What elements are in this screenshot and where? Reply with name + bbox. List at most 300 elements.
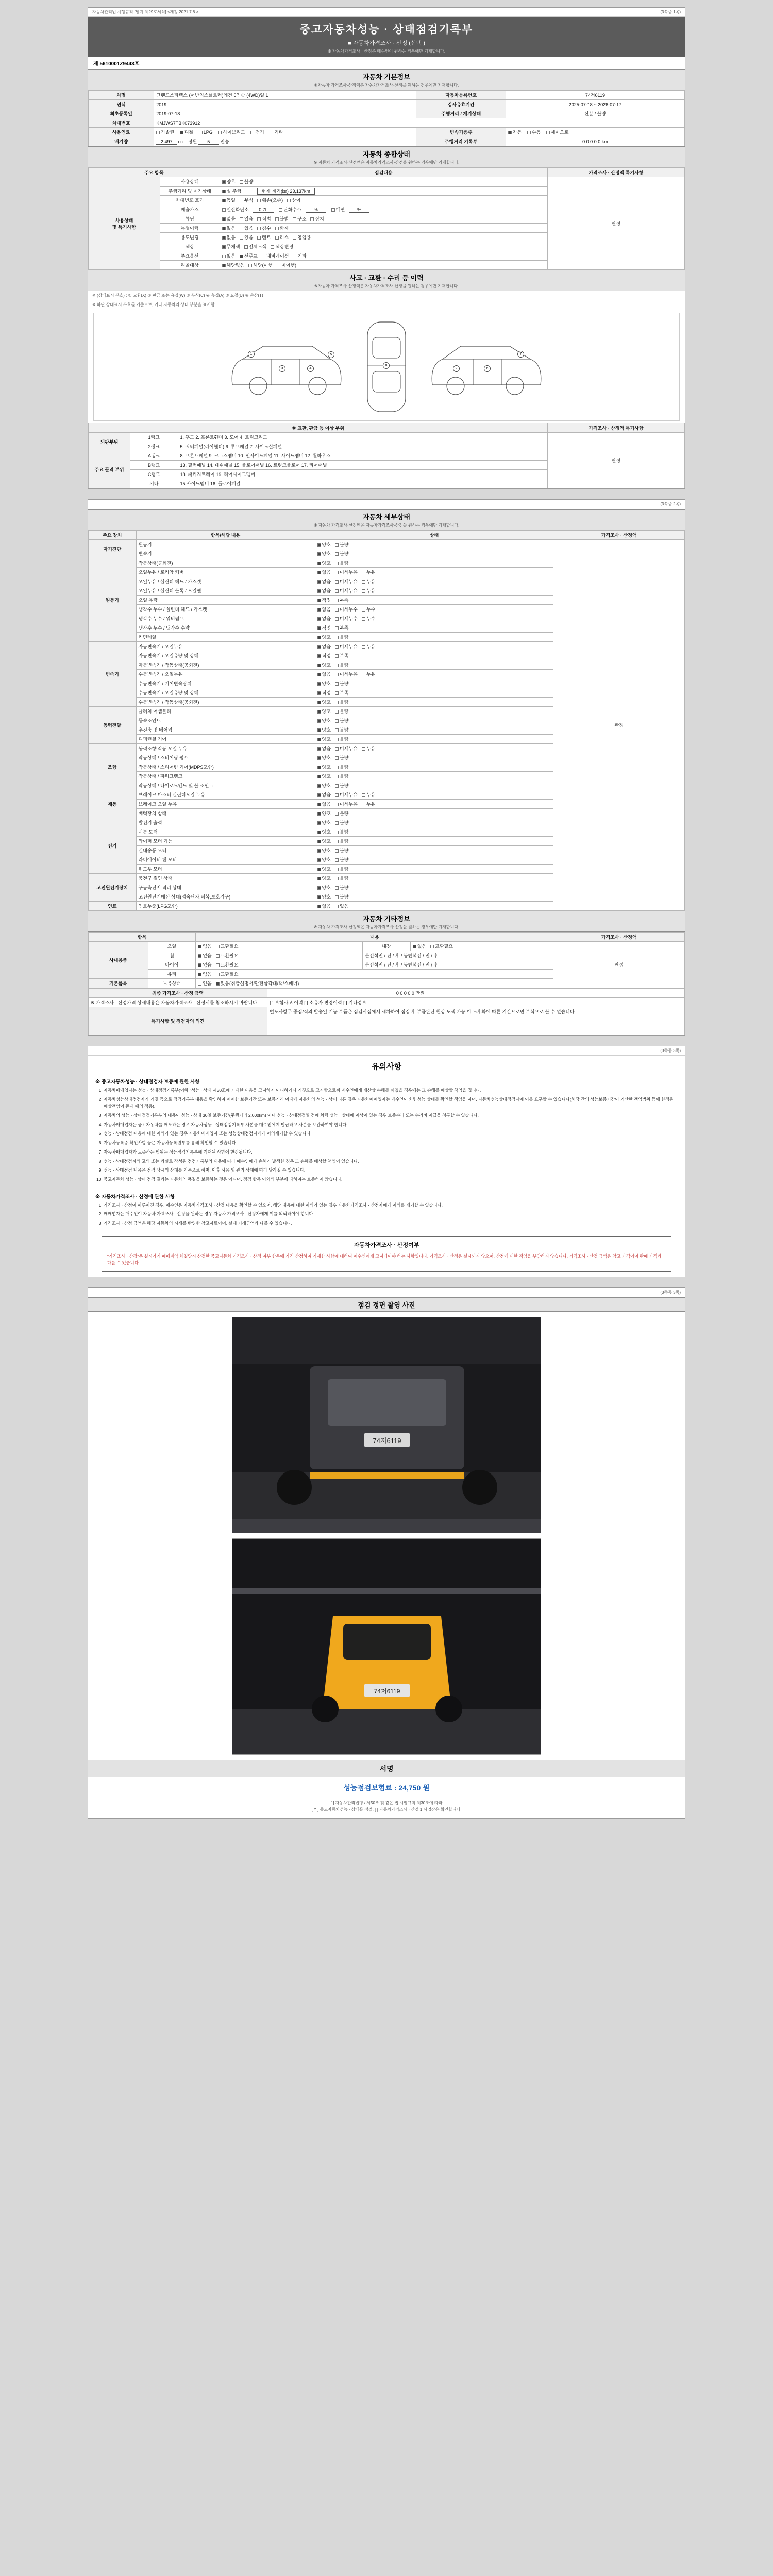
detail-option-1-3-0[interactable]: 없음 <box>317 587 331 594</box>
detail-option-4-1-1[interactable]: 불량 <box>335 754 348 761</box>
detail-option-4-4-1[interactable]: 불량 <box>335 782 348 789</box>
detail-options-2-5[interactable] <box>315 688 553 698</box>
detail-option-0-0-1[interactable]: 불량 <box>335 541 348 548</box>
detail-options-1-3[interactable] <box>315 586 553 596</box>
overall-c-7[interactable]: 무채색 전체도색 색상변경 <box>220 242 547 251</box>
trans-option-auto[interactable]: 자동 <box>508 129 522 135</box>
checkbox-icon[interactable] <box>317 858 321 862</box>
detail-options-1-5[interactable] <box>315 605 553 614</box>
fuel-option-lpg[interactable]: LPG <box>199 130 213 135</box>
detail-options-2-3[interactable] <box>315 670 553 679</box>
checkbox-icon[interactable] <box>335 664 339 667</box>
detail-options-6-5[interactable] <box>315 865 553 874</box>
checkbox-icon[interactable] <box>335 738 339 741</box>
detail-options-0-0[interactable] <box>315 540 553 549</box>
detail-options-5-0[interactable] <box>315 790 553 800</box>
checkbox-icon[interactable] <box>335 831 339 834</box>
detail-options-3-2[interactable] <box>315 725 553 735</box>
detail-option-1-7-1[interactable]: 부족 <box>335 624 348 631</box>
checkbox-icon[interactable] <box>335 840 339 843</box>
table-row <box>89 942 685 951</box>
notice-sub-2: ※ 자동차가격조사 · 산정에 관한 사항 <box>95 1194 175 1200</box>
basic-value-1: 2019 <box>154 100 416 109</box>
checkbox-icon[interactable] <box>335 756 339 760</box>
detail-options-6-2[interactable] <box>315 837 553 846</box>
checkbox-icon[interactable] <box>317 617 321 621</box>
checkbox-icon[interactable] <box>335 858 339 862</box>
detail-option-6-3-1[interactable]: 불량 <box>335 847 348 854</box>
overall-c-1[interactable]: 실 주행 현재 계기(㎞) 23,137km <box>220 187 547 196</box>
frame-rank-4: C랭크 <box>130 470 178 479</box>
detail-option-4-0-0[interactable]: 없음 <box>317 745 331 752</box>
detail-options-3-3[interactable] <box>315 735 553 744</box>
detail-options-2-6[interactable] <box>315 698 553 707</box>
detail-option-2-3-2[interactable]: 누유 <box>362 671 375 677</box>
overall-c-2[interactable]: 동일 부식 훼손(오손) 상이 <box>220 196 547 205</box>
detail-option-6-2-0[interactable]: 양호 <box>317 838 331 844</box>
detail-options-1-8[interactable] <box>315 633 553 642</box>
detail-option-1-8-1[interactable]: 불량 <box>335 634 348 640</box>
detail-option-1-1-0[interactable]: 없음 <box>317 569 331 575</box>
frame-items-1: 5. 쿼터패널(리어휀더) 6. 루프패널 7. 사이드실패널 <box>178 442 547 451</box>
checkbox-icon[interactable] <box>317 877 321 880</box>
checkbox-icon[interactable] <box>317 849 321 853</box>
detail-option-2-5-1[interactable]: 부족 <box>335 689 348 696</box>
detail-options-6-1[interactable] <box>315 827 553 837</box>
detail-options-4-2[interactable] <box>315 762 553 772</box>
mileage-record-value: 0 0 0 0 0 km <box>506 137 684 146</box>
inspection-photo-1[interactable] <box>232 1317 541 1533</box>
detail-options-1-2[interactable] <box>315 577 553 586</box>
detail-option-2-3-1[interactable]: 미세누유 <box>335 671 358 677</box>
detail-option-3-1-0[interactable]: 양호 <box>317 717 331 724</box>
detail-option-7-2-0[interactable]: 양호 <box>317 893 331 900</box>
checkbox-icon[interactable] <box>335 728 339 732</box>
detail-options-4-0[interactable] <box>315 744 553 753</box>
checkbox-icon[interactable] <box>335 868 339 871</box>
detail-option-4-2-0[interactable]: 양호 <box>317 764 331 770</box>
detail-options-2-1[interactable] <box>315 651 553 660</box>
detail-option-2-1-1[interactable]: 부족 <box>335 652 348 659</box>
detail-option-1-2-2[interactable]: 누유 <box>362 578 375 585</box>
detail-option-6-0-1[interactable]: 불량 <box>335 819 348 826</box>
car-view-left <box>222 328 351 405</box>
detail-option-6-1-0[interactable]: 양호 <box>317 828 331 835</box>
checkbox-icon[interactable] <box>335 905 339 908</box>
detail-group-7: 고전원전기장치 <box>89 874 137 902</box>
detail-option-2-0-2[interactable]: 누유 <box>362 643 375 650</box>
detail-options-1-6[interactable] <box>315 614 553 623</box>
detail-options-8-0[interactable] <box>315 902 553 911</box>
checkbox-icon[interactable] <box>317 812 321 816</box>
car-left-svg <box>222 328 351 405</box>
detail-options-1-0[interactable] <box>315 558 553 568</box>
checkbox-icon[interactable] <box>335 812 339 816</box>
detail-item-4-2: 작동상태 / 스티어링 기어(MDPS포함) <box>136 762 315 772</box>
detail-options-1-1[interactable] <box>315 568 553 577</box>
detail-option-4-0-1[interactable]: 미세누유 <box>335 745 358 752</box>
detail-option-6-5-0[interactable]: 양호 <box>317 866 331 872</box>
checkbox-icon[interactable] <box>335 784 339 788</box>
checkbox-icon[interactable] <box>317 886 321 890</box>
detail-option-1-6-2[interactable]: 누수 <box>362 615 375 622</box>
checkbox-icon[interactable] <box>335 617 339 621</box>
other-value-2[interactable]: 없음 교환필요 <box>196 960 363 970</box>
frame-group-2: 주요 골격 부위 <box>89 451 130 488</box>
checkbox-icon[interactable] <box>335 803 339 806</box>
detail-item-2-5: 수동변속기 / 오일유량 및 상태 <box>136 688 315 698</box>
overall-c-4[interactable]: 없음 있음 적법 불법 구조 장치 <box>220 214 547 224</box>
detail-option-4-4-0[interactable]: 양호 <box>317 782 331 789</box>
checkbox-icon[interactable] <box>317 580 321 584</box>
checkbox-icon[interactable] <box>317 803 321 806</box>
detail-options-7-0[interactable] <box>315 874 553 883</box>
detail-item-4-3: 작동상태 / 파워크랭크 <box>136 772 315 781</box>
checkbox-icon[interactable] <box>317 868 321 871</box>
detail-option-5-0-2[interactable]: 누유 <box>362 791 375 798</box>
checkbox-icon[interactable] <box>317 840 321 843</box>
detail-item-6-3: 실내송풍 모터 <box>136 846 315 855</box>
checkbox-icon[interactable] <box>317 673 321 676</box>
detail-options-6-4[interactable] <box>315 855 553 865</box>
other-value-3[interactable]: 없음 교환필요 <box>196 970 553 979</box>
detail-option-3-0-1[interactable]: 불량 <box>335 708 348 715</box>
checkbox-icon[interactable] <box>335 599 339 602</box>
overall-header-3: 가격조사 · 산정액 특기사항 <box>547 168 684 177</box>
detail-options-4-3[interactable] <box>315 772 553 781</box>
detail-option-2-5-0[interactable]: 적정 <box>317 689 331 696</box>
detail-option-4-2-1[interactable]: 불량 <box>335 764 348 770</box>
checkbox-icon[interactable] <box>335 608 339 612</box>
section-overall-title: 자동차 종합상태 <box>363 150 410 158</box>
sheet3-spacer <box>92 1048 93 1053</box>
detail-option-2-1-0[interactable]: 적정 <box>317 652 331 659</box>
detail-options-3-1[interactable] <box>315 716 553 725</box>
basic-label2-2: 주행거리 / 계기상태 <box>416 109 506 118</box>
checkbox-icon[interactable] <box>335 682 339 686</box>
checkbox-icon[interactable] <box>335 710 339 714</box>
detail-option-6-1-1[interactable]: 불량 <box>335 828 348 835</box>
detail-option-1-3-1[interactable]: 미세누유 <box>335 587 358 594</box>
detail-option-4-3-1[interactable]: 불량 <box>335 773 348 779</box>
checkbox-icon[interactable] <box>335 793 339 797</box>
detail-option-6-5-1[interactable]: 불량 <box>335 866 348 872</box>
checkbox-icon[interactable] <box>317 636 321 639</box>
checkbox-icon[interactable] <box>317 905 321 908</box>
basic-value2-0: 74저6119 <box>506 91 684 100</box>
detail-option-5-2-1[interactable]: 불량 <box>335 810 348 817</box>
checkbox-icon[interactable] <box>317 664 321 667</box>
checkbox-icon[interactable] <box>317 552 321 556</box>
detail-option-2-6-0[interactable]: 양호 <box>317 699 331 705</box>
checkbox-icon[interactable] <box>362 645 365 649</box>
checkbox-icon[interactable] <box>362 793 365 797</box>
sheet2-spacer <box>92 502 93 506</box>
detail-option-6-0-0[interactable]: 양호 <box>317 819 331 826</box>
checkbox-icon[interactable] <box>335 673 339 676</box>
frame-head-right: 가격조사 · 산정액 특기사항 <box>547 423 684 433</box>
detail-options-2-4[interactable] <box>315 679 553 688</box>
detail-option-0-1-1[interactable]: 불량 <box>335 550 348 557</box>
overall-c-9[interactable]: 해당없음 해당(이행 미이행) <box>220 261 547 270</box>
checkbox-icon[interactable] <box>335 571 339 574</box>
detail-option-5-1-0[interactable]: 없음 <box>317 801 331 807</box>
detail-header-2: 상태 <box>315 531 553 540</box>
checkbox-icon[interactable] <box>317 682 321 686</box>
detail-option-1-6-1[interactable]: 미세누수 <box>335 615 358 622</box>
detail-option-1-0-0[interactable]: 양호 <box>317 560 331 566</box>
detail-option-4-3-0[interactable]: 양호 <box>317 773 331 779</box>
svg-text:74저6119: 74저6119 <box>373 1436 401 1445</box>
detail-option-1-0-1[interactable]: 불량 <box>335 560 348 566</box>
detail-options-4-1[interactable] <box>315 753 553 762</box>
detail-option-7-2-1[interactable]: 불량 <box>335 893 348 900</box>
checkbox-icon[interactable] <box>317 571 321 574</box>
detail-option-0-1-0[interactable]: 양호 <box>317 550 331 557</box>
checkbox-icon[interactable] <box>335 691 339 695</box>
section-detail-note: ※ 자동차 가격조사·산정액은 자동차가격조사·산정을 원하는 경우에만 기재합니다. <box>313 523 460 528</box>
checkbox-icon[interactable] <box>317 756 321 760</box>
detail-options-2-0[interactable] <box>315 642 553 651</box>
detail-option-1-1-1[interactable]: 미세누유 <box>335 569 358 575</box>
detail-option-6-2-1[interactable]: 불량 <box>335 838 348 844</box>
frame-rank-5: 기타 <box>130 479 178 488</box>
checkbox-icon[interactable] <box>362 747 365 751</box>
trans-option-semi[interactable]: 세미오토 <box>546 129 569 135</box>
checkbox-icon[interactable] <box>317 747 321 751</box>
detail-option-3-2-1[interactable]: 불량 <box>335 726 348 733</box>
diagram-mark-5: 5 <box>328 351 334 358</box>
detail-option-1-2-0[interactable]: 없음 <box>317 578 331 585</box>
detail-options-0-1[interactable] <box>315 549 553 558</box>
detail-option-3-1-1[interactable]: 불량 <box>335 717 348 724</box>
checkbox-icon[interactable] <box>317 895 321 899</box>
basic-label-3: 차대번호 <box>89 118 154 128</box>
detail-option-1-8-0[interactable]: 양호 <box>317 634 331 640</box>
detail-option-5-2-0[interactable]: 양호 <box>317 810 331 817</box>
detail-option-5-0-1[interactable]: 미세누유 <box>335 791 358 798</box>
detail-option-2-2-1[interactable]: 불량 <box>335 662 348 668</box>
checkbox-icon[interactable] <box>362 589 365 593</box>
section-basic-note: ※자동차 가격조사·산정액은 자동차가격조사·산정을 원하는 경우에만 기재합니다. <box>314 83 459 88</box>
checkbox-icon[interactable] <box>317 738 321 741</box>
checkbox-icon[interactable] <box>317 775 321 778</box>
detail-option-7-0-0[interactable]: 양호 <box>317 875 331 882</box>
overall-k-0: 사용상태 <box>160 177 220 187</box>
checkbox-icon[interactable] <box>362 617 365 621</box>
detail-option-1-5-2[interactable]: 누수 <box>362 606 375 613</box>
detail-option-3-3-0[interactable]: 양호 <box>317 736 331 742</box>
detail-item-1-8: 커먼레일 <box>136 633 315 642</box>
detail-options-3-0[interactable] <box>315 707 553 716</box>
detail-options-5-2[interactable] <box>315 809 553 818</box>
checkbox-icon[interactable] <box>317 589 321 593</box>
special-note-value: 별도사항무 중점/적의 발송일 기능 부품은 점검시점에서 세차하여 점검 후 부품판단 원상 도색 가능 이 노후화에 따른 기간으로만 부식으로 볼 수 없습니다. <box>267 1007 685 1035</box>
detail-options-6-0[interactable] <box>315 818 553 827</box>
checkbox-icon[interactable] <box>335 654 339 658</box>
checkbox-icon[interactable] <box>335 886 339 890</box>
frame-items-0: 1. 후드 2. 프론트휀더 3. 도어 4. 트렁크리드 <box>178 433 547 442</box>
checkbox-icon[interactable] <box>335 636 339 639</box>
table-row <box>89 118 685 128</box>
detail-option-2-0-0[interactable]: 없음 <box>317 643 331 650</box>
checkbox-icon[interactable] <box>335 766 339 769</box>
checkbox-icon[interactable] <box>317 821 321 825</box>
signature-footnote <box>88 1798 685 1819</box>
accident-note-2: ※ 하단 상태표시 부호를 기준으로, 기타 자동차의 상태 부분을 표시함 <box>92 302 215 307</box>
detail-option-4-0-2[interactable]: 누유 <box>362 745 375 752</box>
detail-option-1-3-2[interactable]: 누유 <box>362 587 375 594</box>
checkbox-icon[interactable] <box>335 645 339 649</box>
detail-option-3-0-0[interactable]: 양호 <box>317 708 331 715</box>
checkbox-icon[interactable] <box>317 543 321 547</box>
detail-options-4-4[interactable] <box>315 781 553 790</box>
checkbox-icon[interactable] <box>317 766 321 769</box>
fuel-label: 사용연료 <box>89 128 154 137</box>
detail-option-1-5-0[interactable]: 없음 <box>317 606 331 613</box>
checkbox-icon[interactable] <box>362 673 365 676</box>
detail-option-1-1-2[interactable]: 누유 <box>362 569 375 575</box>
overall-c-6[interactable]: 없음 있음 렌트 리스 영업용 <box>220 233 547 242</box>
checkbox-icon[interactable] <box>335 701 339 704</box>
checkbox-icon[interactable] <box>335 747 339 751</box>
other-value-1[interactable]: 없음 교환필요 <box>196 951 363 960</box>
fuel-option-diesel[interactable]: 디젤 <box>180 129 193 135</box>
signature-title: 서명 <box>88 1760 685 1777</box>
checkbox-icon[interactable] <box>335 580 339 584</box>
checkbox-icon[interactable] <box>335 821 339 825</box>
checkbox-icon[interactable] <box>317 562 321 565</box>
fuel-option-gasoline[interactable]: 가솔린 <box>156 129 174 135</box>
detail-options-2-2[interactable] <box>315 660 553 670</box>
detail-option-1-5-1[interactable]: 미세누수 <box>335 606 358 613</box>
other-item-1: 휠 <box>148 951 196 960</box>
detail-options-7-2[interactable] <box>315 892 553 902</box>
detail-option-5-1-2[interactable]: 누유 <box>362 801 375 807</box>
detail-item-3-3: 디퍼런셜 기어 <box>136 735 315 744</box>
fuel-option-electric[interactable]: 전기 <box>250 129 264 135</box>
checkbox-icon[interactable] <box>317 701 321 704</box>
other-value-4[interactable]: 없음 있음(취급설명서/안전삼각대/잭/스패너) <box>196 979 553 988</box>
checkbox-icon[interactable] <box>335 895 339 899</box>
sheet4-spacer <box>92 1290 93 1295</box>
sheet-page-2 <box>88 499 685 1036</box>
other-value-0[interactable]: 없음 교환필요 <box>196 942 363 951</box>
detail-option-1-7-0[interactable]: 적정 <box>317 624 331 631</box>
checkbox-icon[interactable] <box>317 793 321 797</box>
detail-option-6-3-0[interactable]: 양호 <box>317 847 331 854</box>
checkbox-icon[interactable] <box>317 654 321 658</box>
basic-info-table <box>88 90 685 146</box>
detail-option-1-4-1[interactable]: 부족 <box>335 597 348 603</box>
overall-c-8[interactable]: 없음 선루프 내비게이션 기타 <box>220 251 547 261</box>
detail-option-7-1-0[interactable]: 양호 <box>317 884 331 891</box>
detail-option-5-1-1[interactable]: 미세누유 <box>335 801 358 807</box>
detail-option-1-4-0[interactable]: 적정 <box>317 597 331 603</box>
checkbox-icon[interactable] <box>335 543 339 547</box>
checkbox-icon[interactable] <box>317 728 321 732</box>
checkbox-icon[interactable] <box>335 552 339 556</box>
overall-c-5[interactable]: 없음 있음 침수 화재 <box>220 224 547 233</box>
trans-options[interactable] <box>506 128 684 137</box>
detail-option-6-4-1[interactable]: 불량 <box>335 856 348 863</box>
detail-options-5-1[interactable] <box>315 800 553 809</box>
checkbox-icon[interactable] <box>335 626 339 630</box>
checkbox-icon[interactable] <box>317 608 321 612</box>
checkbox-icon[interactable] <box>317 645 321 649</box>
detail-options-1-4[interactable] <box>315 596 553 605</box>
detail-option-8-0-1[interactable]: 있음 <box>335 903 348 909</box>
accident-note-1: ※ (상태표시 부호) : ① 교환(X) ② 판금 또는 용접(W) ③ 부식(C) ④ 흠집(A) ⑤ 요철(U) ⑥ 손상(T) <box>92 293 263 298</box>
detail-option-8-0-0[interactable]: 없음 <box>317 903 331 909</box>
detail-option-3-3-1[interactable]: 불량 <box>335 736 348 742</box>
detail-option-2-6-1[interactable]: 불량 <box>335 699 348 705</box>
inspection-photo-2[interactable] <box>232 1538 541 1755</box>
detail-option-0-0-0[interactable]: 양호 <box>317 541 331 548</box>
checkbox-icon[interactable] <box>362 803 365 806</box>
checkbox-icon[interactable] <box>317 831 321 834</box>
checkbox-icon[interactable] <box>335 877 339 880</box>
overall-c-3[interactable]: 일산화탄소 0.7L 탄화수소 % 매연 % <box>220 205 547 214</box>
checkbox-icon[interactable] <box>317 599 321 602</box>
detail-option-2-4-0[interactable]: 양호 <box>317 680 331 687</box>
checkbox-icon[interactable] <box>317 626 321 630</box>
fuel-option-etc[interactable]: 기타 <box>270 129 283 135</box>
detail-option-2-0-1[interactable]: 미세누유 <box>335 643 358 650</box>
detail-option-2-2-0[interactable]: 양호 <box>317 662 331 668</box>
frame-head-left: ※ 교환, 판금 등 이상 부위 <box>89 423 548 433</box>
detail-option-1-6-0[interactable]: 없음 <box>317 615 331 622</box>
detail-option-4-1-0[interactable]: 양호 <box>317 754 331 761</box>
checkbox-icon[interactable] <box>335 849 339 853</box>
other-value2-0[interactable]: 없음 교환필요 <box>410 942 553 951</box>
trans-option-manual[interactable]: 수동 <box>527 129 541 135</box>
detail-group-4: 조향 <box>89 744 137 790</box>
detail-options-6-3[interactable] <box>315 846 553 855</box>
detail-options-7-1[interactable] <box>315 883 553 892</box>
checkbox-icon[interactable] <box>317 719 321 723</box>
detail-option-2-4-1[interactable]: 불량 <box>335 680 348 687</box>
checkbox-icon[interactable] <box>362 580 365 584</box>
detail-option-7-1-1[interactable]: 불량 <box>335 884 348 891</box>
detail-option-6-4-0[interactable]: 양호 <box>317 856 331 863</box>
table-header-row <box>89 531 685 540</box>
checkbox-icon[interactable] <box>335 775 339 778</box>
frame-items-4: 18. 패키지트레이 19. 리어사이드멤버 <box>178 470 547 479</box>
detail-option-3-2-0[interactable]: 양호 <box>317 726 331 733</box>
detail-options-1-7[interactable] <box>315 623 553 633</box>
checkbox-icon[interactable] <box>335 719 339 723</box>
basic-value2-2: 신분 / 불량 <box>506 109 684 118</box>
checkbox-icon[interactable] <box>317 691 321 695</box>
basic-value2-1: 2025-07-18 ~ 2026-07-17 <box>506 100 684 109</box>
checkbox-icon[interactable] <box>317 710 321 714</box>
overall-c-0[interactable]: 양호 불량 <box>220 177 547 187</box>
checkbox-icon[interactable] <box>317 784 321 788</box>
overall-k-2: 차대번호 표기 <box>160 196 220 205</box>
detail-option-2-3-0[interactable]: 없음 <box>317 671 331 677</box>
detail-item-6-4: 라디에이터 팬 모터 <box>136 855 315 865</box>
checkbox-icon[interactable] <box>335 562 339 565</box>
checkbox-icon[interactable] <box>362 571 365 574</box>
detail-option-7-0-1[interactable]: 불량 <box>335 875 348 882</box>
fuel-options[interactable] <box>154 128 416 137</box>
detail-option-5-0-0[interactable]: 없음 <box>317 791 331 798</box>
checkbox-icon[interactable] <box>362 608 365 612</box>
detail-option-1-2-1[interactable]: 미세누유 <box>335 578 358 585</box>
fuel-option-hybrid[interactable]: 하이브리드 <box>218 129 245 135</box>
checkbox-icon[interactable] <box>335 589 339 593</box>
